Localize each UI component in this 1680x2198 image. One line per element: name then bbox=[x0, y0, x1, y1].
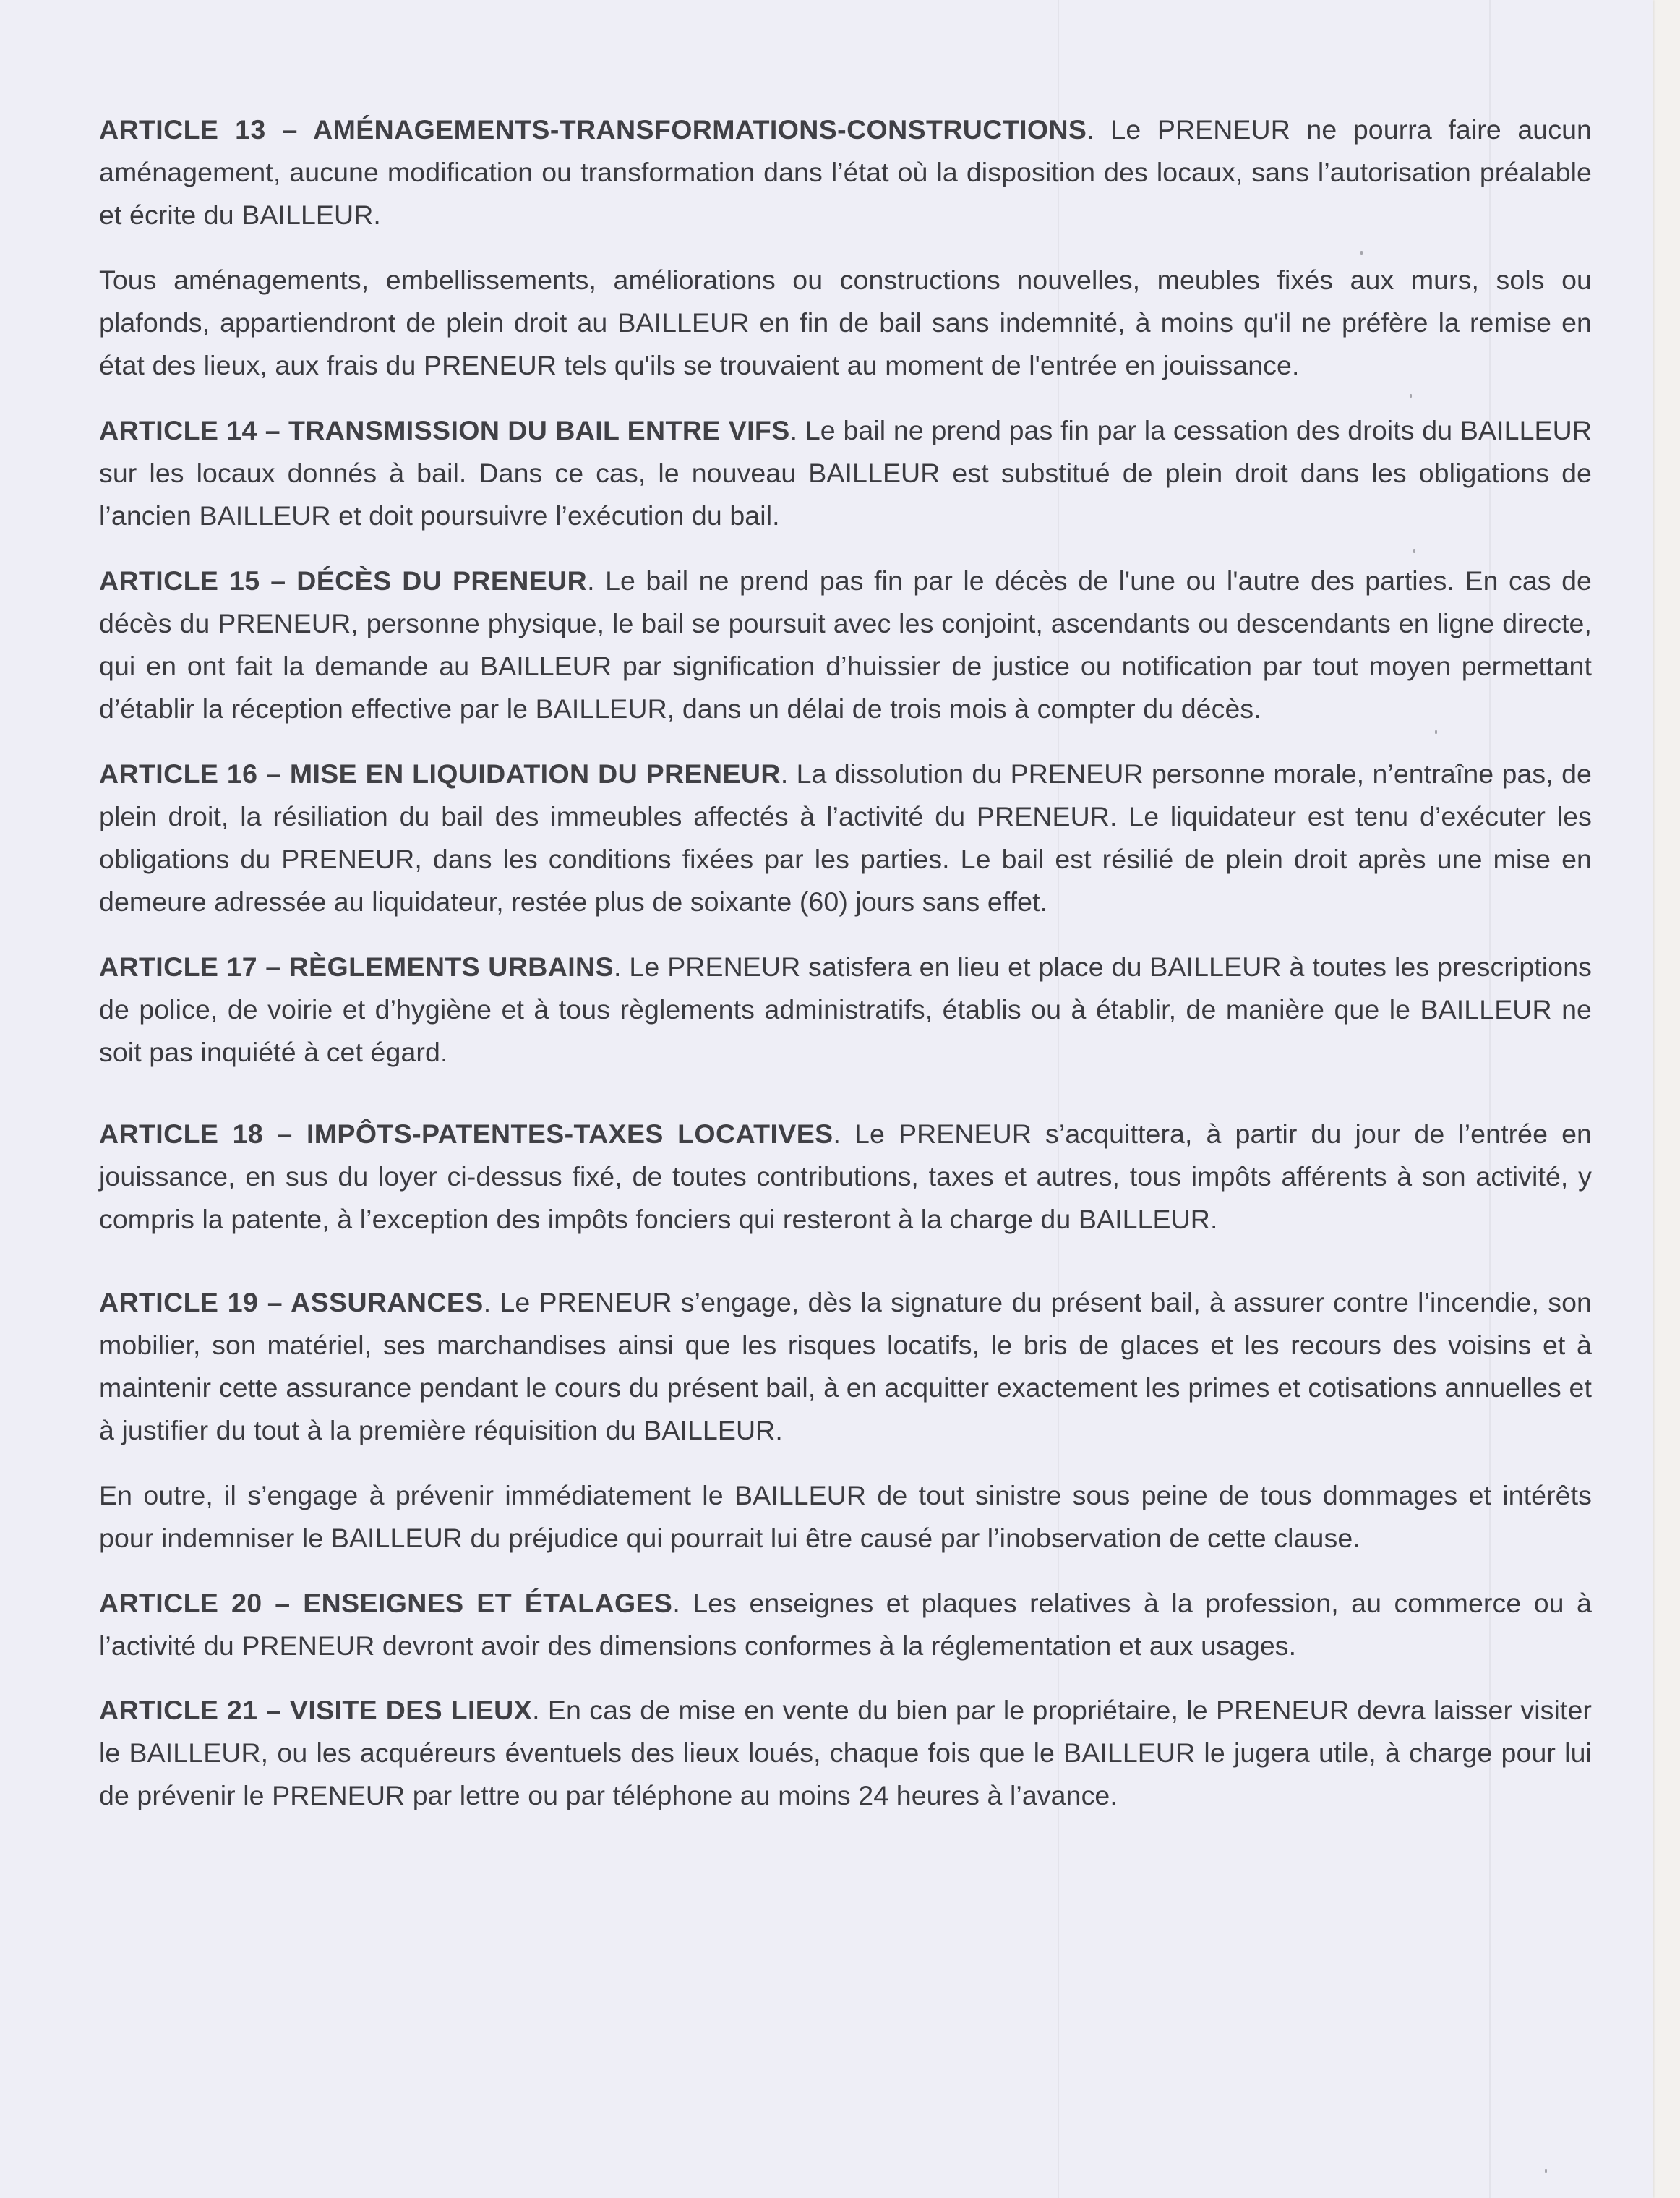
article-text: . La dissolution du PRENEUR personne morale, n’entraîne pas, de plein droit, la résiliation du bail des immeubles affectés à l’activité du PRENEUR. Le liquidateur est tenu d’exécuter les obligations du PRENEUR, dans les conditions fixées par les parties. Le bail est résilié de plein droit après une mise en demeure adressée au liquidateur, restée plus de soixante (60) jours sans effet. bbox=[99, 758, 1593, 917]
article-paragraph bbox=[99, 259, 1592, 387]
article-paragraph bbox=[99, 753, 1592, 923]
article-text: En outre, il s’engage à prévenir immédiatement le BAILLEUR de tout sinistre sous peine de tous dommages et intérêts pour indemniser le BAILLEUR du préjudice qui pourrait lui être causé par l’inobservation de cette clause. bbox=[99, 1480, 1592, 1553]
article-heading: ARTICLE 19 – ASSURANCES bbox=[99, 1287, 484, 1317]
article-text: . Le PRENEUR satisfera en lieu et place du BAILLEUR à toutes les prescriptions de police, de voirie et d’hygiène et à tous règlements administratifs, établis ou à établir, de manière que le BAILLEUR ne soit pas inquiété à cet égard. bbox=[99, 952, 1592, 1067]
article-paragraph bbox=[99, 1474, 1592, 1560]
article-paragraph bbox=[99, 1113, 1592, 1241]
article-paragraph bbox=[99, 409, 1592, 537]
article-text: . Le PRENEUR ne pourra faire aucun aménagement, aucune modification ou transformation dans l’état où la disposition des locaux, sans l’autorisation préalable et écrite du BAILLEUR. bbox=[99, 114, 1593, 230]
article-paragraph bbox=[99, 560, 1592, 730]
article-paragraph bbox=[99, 1689, 1592, 1817]
article-text: . Le bail ne prend pas fin par le décès de l'une ou l'autre des parties. En cas de décès du PRENEUR, personne physique, le bail se poursuit avec les conjoint, ascendants ou descendants en ligne directe, qui en ont fait la demande au BAILLEUR par signification d’huissier de justice ou notification par tout moyen permettant d’établir la réception effective par le BAILLEUR, dans un délai de trois mois à compter du décès. bbox=[99, 565, 1592, 724]
article-heading: ARTICLE 14 – TRANSMISSION DU BAIL ENTRE VIFS bbox=[99, 415, 790, 445]
article-text: Tous aménagements, embellissements, améliorations ou constructions nouvelles, meubles fixés aux murs, sols ou plafonds, appartiendront de plein droit au BAILLEUR en fin de bail sans indemnité, à moins qu'il ne préfère la remise en état des lieux, aux frais du PRENEUR tels qu'ils se trouvaient au moment de l'entrée en jouissance. bbox=[99, 265, 1592, 380]
scan-speck bbox=[1545, 2169, 1547, 2173]
article-heading: ARTICLE 18 – IMPÔTS-PATENTES-TAXES LOCATIVES bbox=[99, 1119, 833, 1149]
article-heading: ARTICLE 21 – VISITE DES LIEUX bbox=[99, 1695, 533, 1725]
article-heading: ARTICLE 20 – ENSEIGNES ET ÉTALAGES bbox=[99, 1588, 673, 1618]
article-paragraph bbox=[99, 108, 1592, 236]
article-heading: ARTICLE 17 – RÈGLEMENTS URBAINS bbox=[99, 952, 614, 982]
article-text: . Le bail ne prend pas fin par la cessation des droits du BAILLEUR sur les locaux donnés à bail. Dans ce cas, le nouveau BAILLEUR est substitué de plein droit dans les obligations de l’ancien BAILLEUR et doit poursuivre l’exécution du bail. bbox=[99, 415, 1593, 531]
article-13 bbox=[99, 108, 1592, 387]
article-text: . En cas de mise en vente du bien par le propriétaire, le PRENEUR devra laisser visiter le BAILLEUR, ou les acquéreurs éventuels des lieux loués, chaque fois que le BAILLEUR le jugera utile, à charge pour lui de prévenir le PRENEUR par lettre ou par téléphone au moins 24 heures à l’avance. bbox=[99, 1695, 1592, 1810]
article-text: . Le PRENEUR s’engage, dès la signature du présent bail, à assurer contre l’incendie, son mobilier, son matériel, ses marchandises ainsi que les risques locatifs, le bris de glaces et les recours des voisins et à maintenir cette assurance pendant le cours du présent bail, à en acquitter exactement les primes et cotisations annuelles et à justifier du tout à la première réquisition du BAILLEUR. bbox=[99, 1287, 1592, 1445]
article-19 bbox=[99, 1281, 1592, 1560]
article-16 bbox=[99, 753, 1592, 923]
article-paragraph bbox=[99, 1281, 1592, 1452]
article-14 bbox=[99, 409, 1592, 537]
article-21 bbox=[99, 1689, 1592, 1817]
article-15 bbox=[99, 560, 1592, 730]
article-text: . Les enseignes et plaques relatives à la profession, au commerce ou à l’activité du PRENEUR devront avoir des dimensions conformes à la réglementation et aux usages. bbox=[99, 1588, 1592, 1661]
article-paragraph bbox=[99, 946, 1592, 1074]
article-20 bbox=[99, 1582, 1592, 1667]
article-heading: ARTICLE 13 – AMÉNAGEMENTS-TRANSFORMATIONS-CONSTRUCTIONS bbox=[99, 114, 1087, 145]
article-heading: ARTICLE 15 – DÉCÈS DU PRENEUR bbox=[99, 565, 588, 596]
document-body bbox=[99, 108, 1592, 1839]
article-18 bbox=[99, 1113, 1592, 1241]
article-17 bbox=[99, 946, 1592, 1074]
article-heading: ARTICLE 16 – MISE EN LIQUIDATION DU PRENEUR bbox=[99, 758, 781, 789]
article-text: . Le PRENEUR s’acquittera, à partir du jour de l’entrée en jouissance, en sus du loyer ci-dessus fixé, de toutes contributions, taxes et autres, tous impôts afférents à son activité, y compris la patente, à l’exception des impôts fonciers qui resteront à la charge du BAILLEUR. bbox=[99, 1119, 1592, 1234]
article-paragraph bbox=[99, 1582, 1592, 1667]
